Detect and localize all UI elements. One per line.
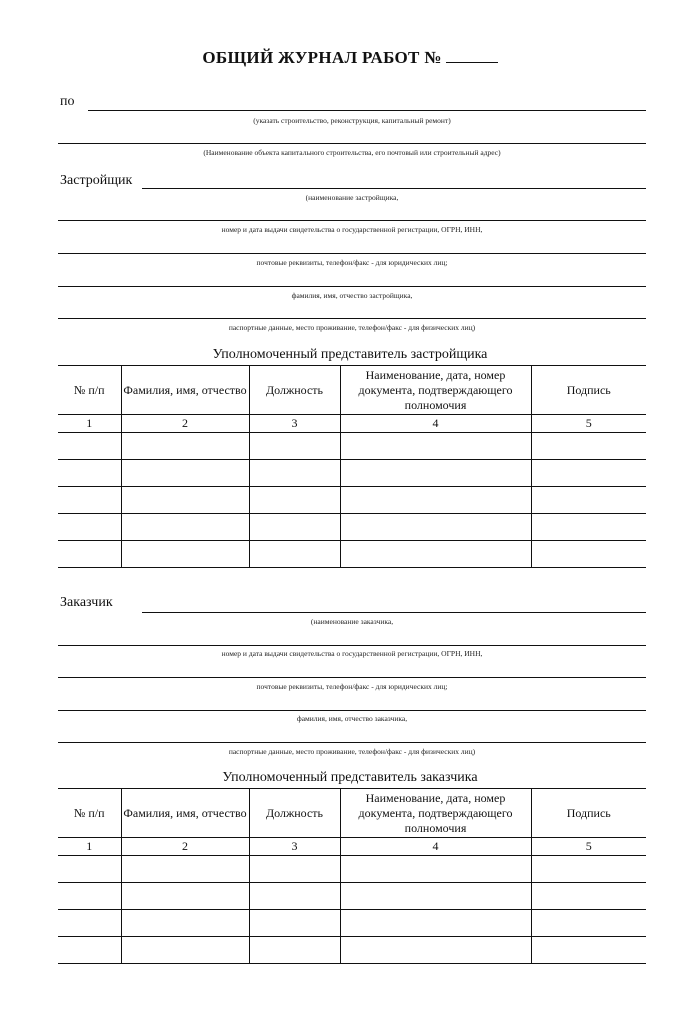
table-number-row xyxy=(58,415,646,433)
developer-hint-1: (наименование застройщика, xyxy=(305,193,399,202)
developer-hint-2: номер и дата выдачи свидетельства о государственной регистрации, ОГРН, ИНН, xyxy=(221,225,483,234)
table-cell[interactable] xyxy=(121,541,249,568)
table-cell[interactable] xyxy=(340,541,531,568)
customer-passport-field[interactable] xyxy=(58,742,646,743)
page-title xyxy=(0,48,700,68)
customer-name-field[interactable] xyxy=(142,612,646,613)
customer-label: Заказчик xyxy=(60,595,113,610)
table-cell[interactable] xyxy=(340,487,531,514)
customer-fio-field[interactable] xyxy=(58,710,646,711)
developer-registration-field[interactable] xyxy=(58,220,646,221)
customer-hint-4: фамилия, имя, отчество заказчика, xyxy=(296,714,408,723)
table-row xyxy=(58,937,646,964)
customer-hint-3: почтовые реквизиты, телефон/факс - для юридических лиц; xyxy=(256,682,448,691)
table-cell[interactable] xyxy=(531,487,646,514)
customer-rep-title: Уполномоченный представитель заказчика xyxy=(222,770,478,785)
table-cell[interactable] xyxy=(531,541,646,568)
table-cell[interactable] xyxy=(58,910,121,937)
customer-postal-field[interactable] xyxy=(58,677,646,678)
developer-fio-field[interactable] xyxy=(58,286,646,287)
developer-name-field[interactable] xyxy=(142,188,646,189)
table-cell[interactable] xyxy=(121,856,249,883)
table-cell[interactable] xyxy=(58,541,121,568)
table-cell[interactable] xyxy=(340,460,531,487)
col-header-position: Должность xyxy=(249,366,340,415)
table-cell[interactable] xyxy=(249,883,340,910)
col-header-fio: Фамилия, имя, отчество xyxy=(121,366,249,415)
customer-registration-field[interactable] xyxy=(58,645,646,646)
table-cell[interactable] xyxy=(58,937,121,964)
table-cell[interactable] xyxy=(249,487,340,514)
table-cell[interactable] xyxy=(249,460,340,487)
col-header-signature: Подпись xyxy=(531,366,646,415)
table-cell[interactable] xyxy=(249,514,340,541)
col-number: 1 xyxy=(58,415,121,433)
table-cell[interactable] xyxy=(121,433,249,460)
table-cell[interactable] xyxy=(531,514,646,541)
customer-hint-5: паспортные данные, место проживание, телефон/факс - для физических лиц) xyxy=(228,747,476,756)
table-row xyxy=(58,460,646,487)
table-cell[interactable] xyxy=(249,541,340,568)
developer-rep-table xyxy=(58,365,646,568)
col-number: 3 xyxy=(249,415,340,433)
table-cell[interactable] xyxy=(58,433,121,460)
table-cell[interactable] xyxy=(58,856,121,883)
developer-postal-field[interactable] xyxy=(58,253,646,254)
construction-type-field[interactable] xyxy=(88,110,646,111)
table-cell[interactable] xyxy=(531,856,646,883)
table-cell[interactable] xyxy=(340,514,531,541)
table-number-row xyxy=(58,838,646,856)
developer-hint-3: почтовые реквизиты, телефон/факс - для юридических лиц; xyxy=(256,258,448,267)
table-cell[interactable] xyxy=(340,883,531,910)
po-label: по xyxy=(60,94,75,109)
table-cell[interactable] xyxy=(121,514,249,541)
table-cell[interactable] xyxy=(249,910,340,937)
construction-type-hint: (указать строительство, реконструкция, капитальный ремонт) xyxy=(253,116,451,125)
table-cell[interactable] xyxy=(340,937,531,964)
object-name-field[interactable] xyxy=(58,143,646,144)
table-cell[interactable] xyxy=(531,937,646,964)
customer-rep-table xyxy=(58,788,646,964)
col-number: 3 xyxy=(249,838,340,856)
table-cell[interactable] xyxy=(340,910,531,937)
developer-hint-5: паспортные данные, место проживание, телефон/факс - для физических лиц) xyxy=(228,323,476,332)
journal-number-field[interactable] xyxy=(446,48,498,63)
customer-hint-1: (наименование заказчика, xyxy=(310,617,394,626)
table-cell[interactable] xyxy=(121,910,249,937)
table-cell[interactable] xyxy=(531,460,646,487)
table-cell[interactable] xyxy=(340,856,531,883)
col-header-fio: Фамилия, имя, отчество xyxy=(121,789,249,838)
developer-hint-4: фамилия, имя, отчество застройщика, xyxy=(291,291,413,300)
table-cell[interactable] xyxy=(340,433,531,460)
table-cell[interactable] xyxy=(121,883,249,910)
col-number: 1 xyxy=(58,838,121,856)
table-row xyxy=(58,883,646,910)
object-name-hint: (Наименование объекта капитального строительства, его почтовый или строительный адрес) xyxy=(203,148,501,157)
table-cell[interactable] xyxy=(58,514,121,541)
col-number: 5 xyxy=(531,415,646,433)
customer-hint-2: номер и дата выдачи свидетельства о государственной регистрации, ОГРН, ИНН, xyxy=(221,649,483,658)
table-cell[interactable] xyxy=(121,460,249,487)
table-header-row xyxy=(58,789,646,838)
table-row xyxy=(58,433,646,460)
col-number: 4 xyxy=(340,415,531,433)
col-header-document: Наименование, дата, номер документа, подтверждающего полномочия xyxy=(340,366,531,415)
table-row xyxy=(58,910,646,937)
table-row xyxy=(58,541,646,568)
table-cell[interactable] xyxy=(121,937,249,964)
col-header-number: № п/п xyxy=(58,366,121,415)
table-cell[interactable] xyxy=(531,433,646,460)
table-row xyxy=(58,514,646,541)
table-row xyxy=(58,856,646,883)
col-number: 4 xyxy=(340,838,531,856)
table-cell[interactable] xyxy=(58,883,121,910)
table-row xyxy=(58,487,646,514)
table-cell[interactable] xyxy=(249,856,340,883)
col-header-number: № п/п xyxy=(58,789,121,838)
developer-label: Застройщик xyxy=(60,173,133,188)
col-number: 2 xyxy=(121,838,249,856)
table-cell[interactable] xyxy=(249,433,340,460)
table-cell[interactable] xyxy=(121,487,249,514)
col-header-document: Наименование, дата, номер документа, подтверждающего полномочия xyxy=(340,789,531,838)
title-text: ОБЩИЙ ЖУРНАЛ РАБОТ № xyxy=(202,48,442,67)
col-number: 5 xyxy=(531,838,646,856)
col-number: 2 xyxy=(121,415,249,433)
table-cell[interactable] xyxy=(531,883,646,910)
table-header-row xyxy=(58,366,646,415)
table-cell[interactable] xyxy=(58,487,121,514)
col-header-position: Должность xyxy=(249,789,340,838)
table-cell[interactable] xyxy=(531,910,646,937)
developer-rep-title: Уполномоченный представитель застройщика xyxy=(212,347,488,362)
table-cell[interactable] xyxy=(58,460,121,487)
developer-passport-field[interactable] xyxy=(58,318,646,319)
table-cell[interactable] xyxy=(249,937,340,964)
col-header-signature: Подпись xyxy=(531,789,646,838)
